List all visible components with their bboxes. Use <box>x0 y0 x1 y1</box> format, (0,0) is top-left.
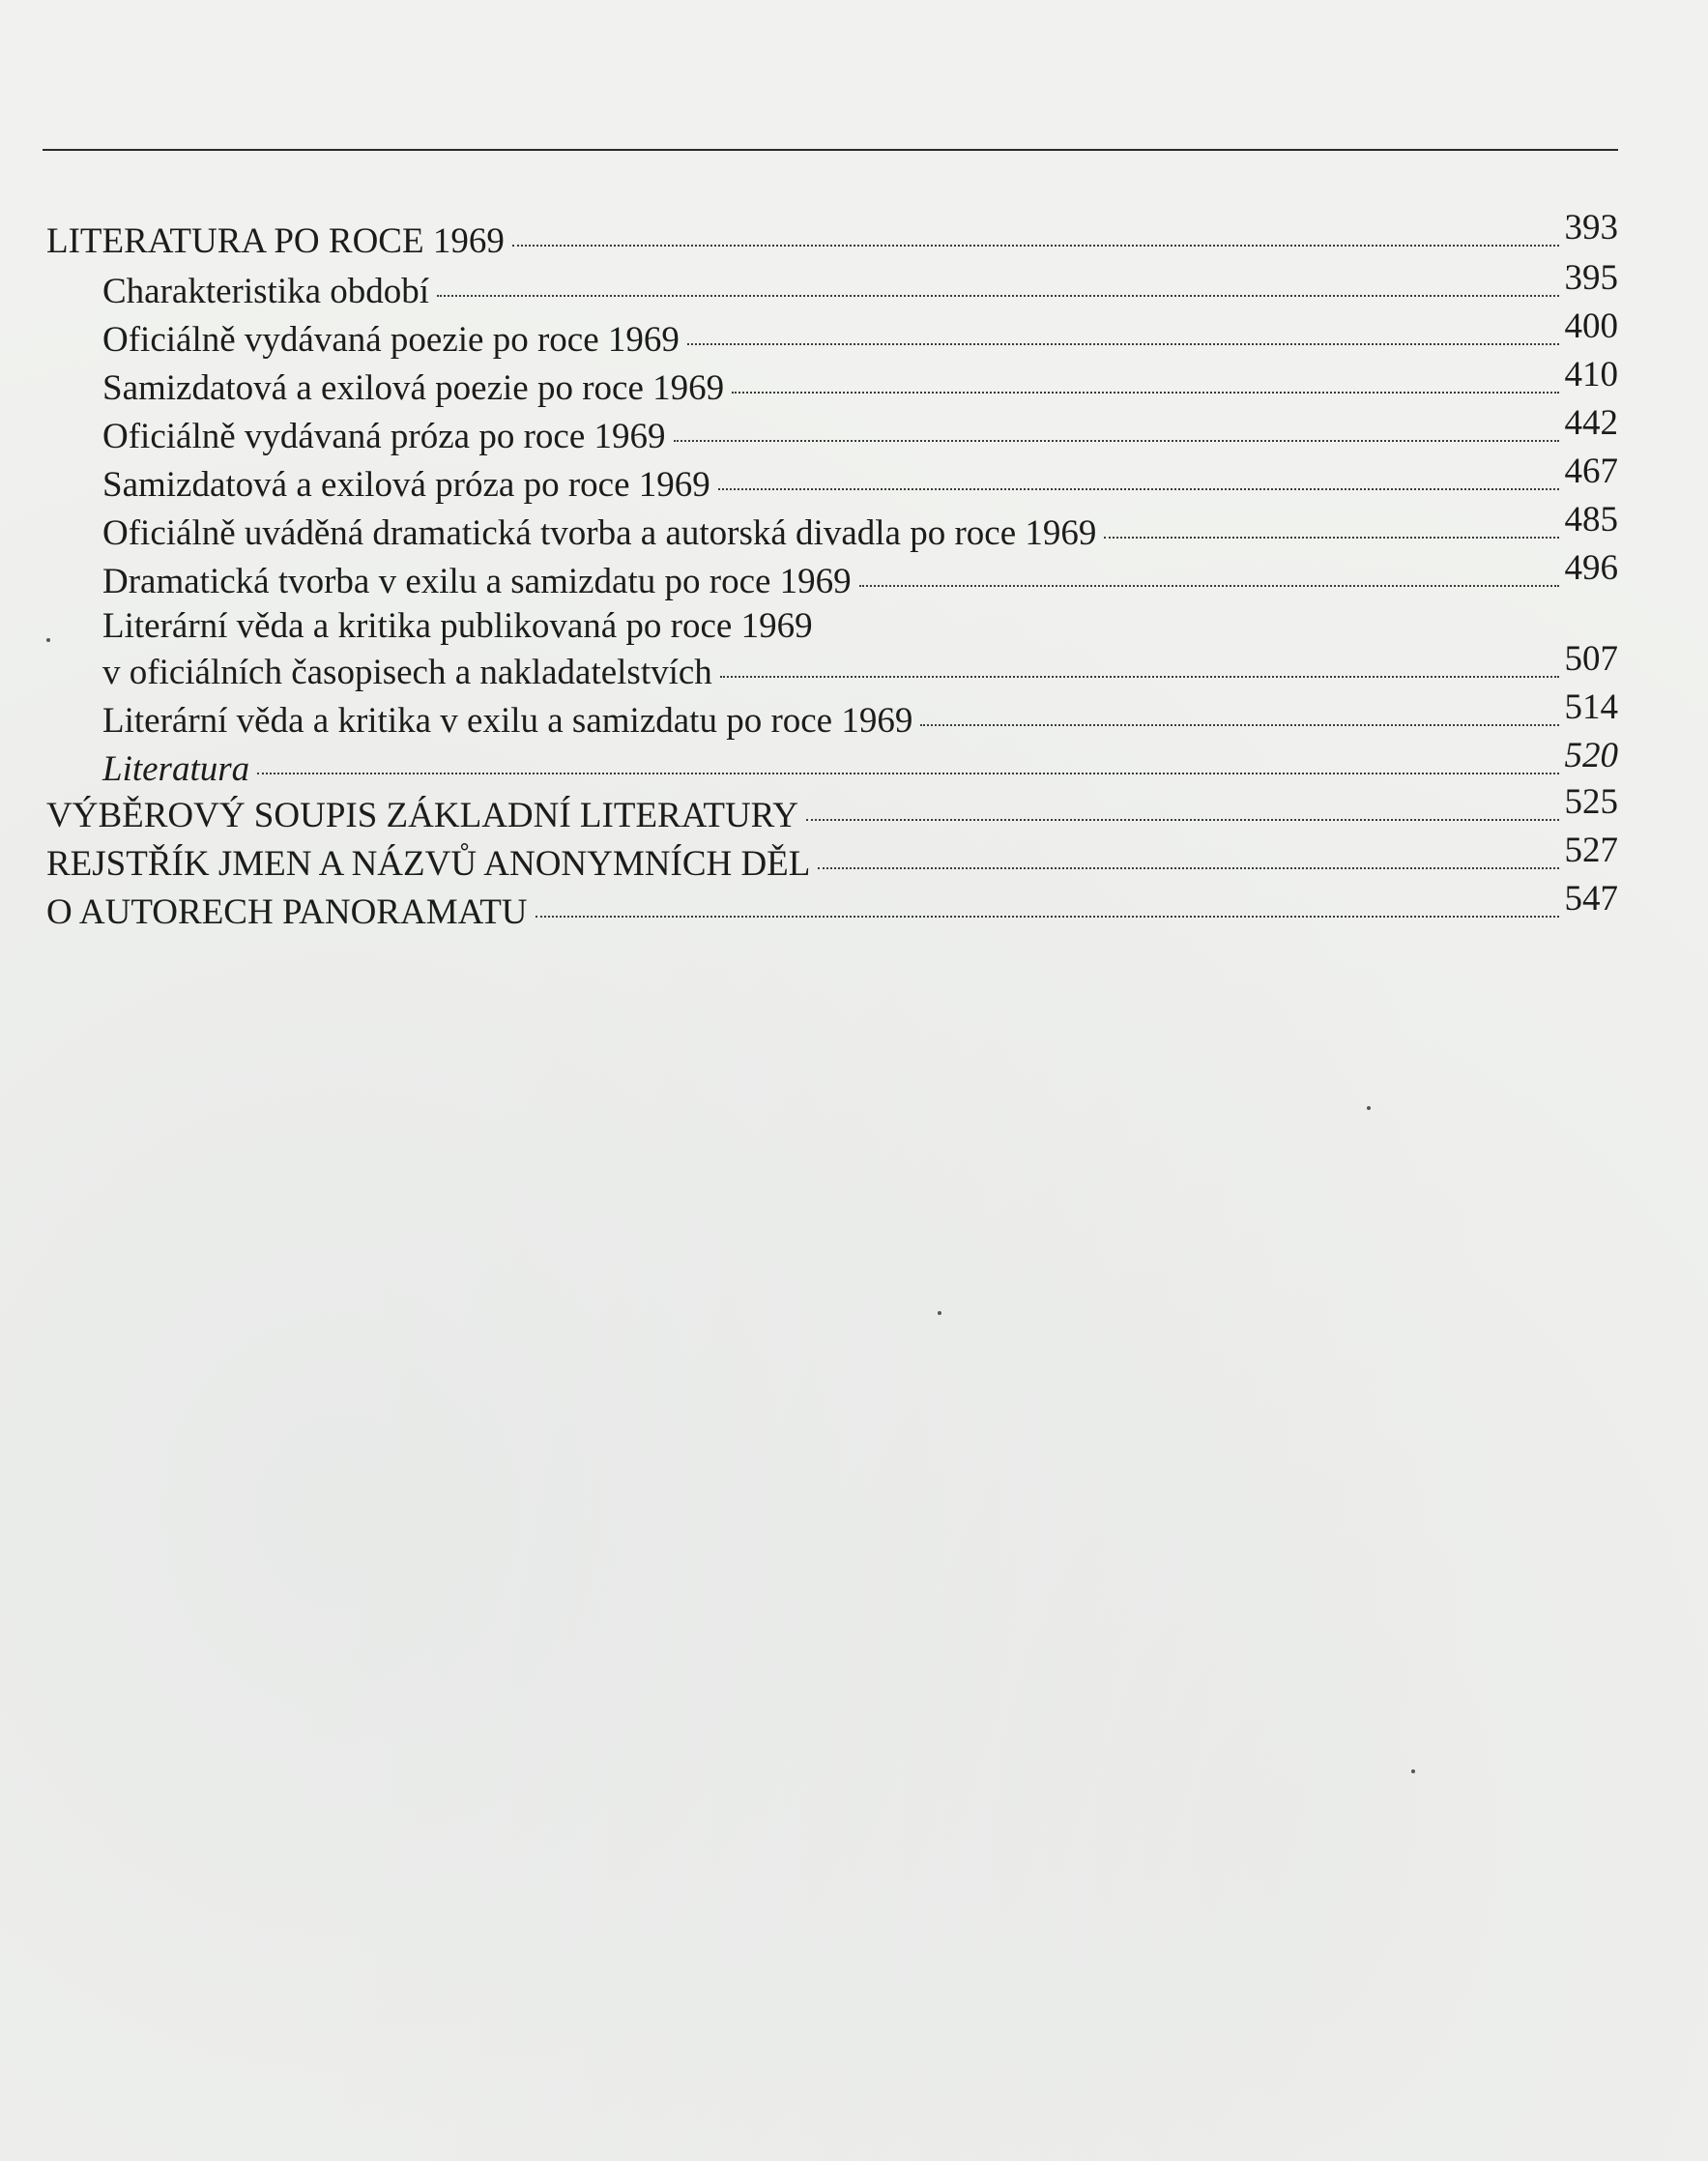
dot-leader <box>674 440 1559 442</box>
toc-entry <box>46 208 1618 263</box>
toc-entry-title: Oficiálně uváděná dramatická tvorba a autorská divadla po roce 1969 <box>102 513 1097 553</box>
toc-entry <box>102 639 1618 694</box>
toc-entry-title: Dramatická tvorba v exilu a samizdatu po roce 1969 <box>102 562 852 601</box>
paper-speck <box>938 1311 941 1315</box>
toc-entry-title: Literatura <box>102 749 250 789</box>
toc-entry-page: 467 <box>1564 452 1618 491</box>
toc-entry-page: 400 <box>1564 307 1618 346</box>
toc-entry <box>46 879 1618 934</box>
paper-speck <box>46 638 50 642</box>
toc-entry-title: Oficiálně vydávaná próza po roce 1969 <box>102 417 666 456</box>
dot-leader <box>806 819 1558 821</box>
toc-entry-title: Literární věda a kritika v exilu a samizdatu po roce 1969 <box>102 701 913 741</box>
toc-entry <box>102 500 1618 555</box>
toc-entry-page: 507 <box>1564 639 1618 679</box>
toc-entry-page: 393 <box>1564 208 1618 248</box>
dot-leader <box>437 295 1558 297</box>
paper-speck <box>1411 1769 1415 1773</box>
toc-entry-title: Samizdatová a exilová poezie po roce 1969 <box>102 368 725 408</box>
toc-entry-title: VÝBĚROVÝ SOUPIS ZÁKLADNÍ LITERATURY <box>46 796 799 835</box>
toc-entry <box>102 736 1618 791</box>
header-rule <box>43 149 1618 151</box>
toc-entry-page: 520 <box>1564 736 1618 775</box>
toc-entry-page: 496 <box>1564 548 1618 588</box>
dot-leader <box>512 245 1559 247</box>
dot-leader <box>732 392 1558 394</box>
toc-entry <box>102 258 1618 313</box>
toc-entry <box>102 403 1618 458</box>
dot-leader <box>257 773 1558 774</box>
toc-entry <box>102 548 1618 603</box>
dot-leader <box>859 585 1559 587</box>
toc-entry-title: Charakteristika období <box>102 272 430 311</box>
dot-leader <box>720 676 1559 678</box>
toc-entry-title: REJSTŘÍK JMEN A NÁZVŮ ANONYMNÍCH DĚL <box>46 844 811 884</box>
toc-entry-page: 442 <box>1564 403 1618 443</box>
paper-speck <box>1367 1106 1371 1110</box>
dot-leader <box>1104 537 1558 539</box>
toc-entry-title: LITERATURA PO ROCE 1969 <box>46 221 505 261</box>
toc-entry <box>102 687 1618 743</box>
toc-entry-title: v oficiálních časopisech a nakladatelstvích <box>102 653 712 692</box>
toc-entry-page: 514 <box>1564 687 1618 727</box>
toc-entry-title: O AUTORECH PANORAMATU <box>46 892 528 932</box>
toc-entry-title: Oficiálně vydávaná poezie po roce 1969 <box>102 320 680 360</box>
toc-entry-title: Samizdatová a exilová próza po roce 1969 <box>102 465 710 505</box>
toc-entry-title-line1: Literární věda a kritika publikovaná po roce 1969 <box>102 606 813 646</box>
dot-leader <box>920 724 1558 726</box>
dot-leader <box>818 867 1558 869</box>
dot-leader <box>687 343 1559 345</box>
toc-entry-page: 410 <box>1564 355 1618 394</box>
dot-leader <box>718 488 1559 490</box>
dot-leader <box>536 916 1559 918</box>
toc-entry <box>102 307 1618 362</box>
toc-entry <box>46 831 1618 886</box>
toc-entry-page: 547 <box>1564 879 1618 919</box>
toc-entry <box>102 355 1618 410</box>
toc-entry <box>102 452 1618 507</box>
toc-entry-page: 527 <box>1564 831 1618 870</box>
toc-entry-page: 485 <box>1564 500 1618 540</box>
toc-entry-page: 525 <box>1564 782 1618 822</box>
toc-entry <box>46 782 1618 837</box>
toc-entry-page: 395 <box>1564 258 1618 298</box>
